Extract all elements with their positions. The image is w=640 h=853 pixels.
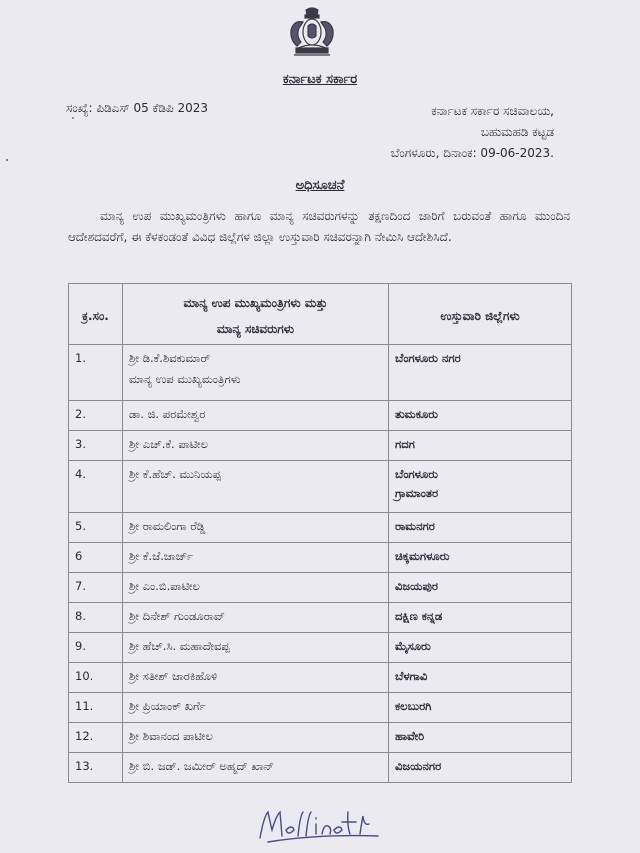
district-name-line-2: ಗ್ರಾಮಾಂತರ xyxy=(395,486,439,500)
notification-paragraph: ಮಾನ್ಯ ಉಪ ಮುಖ್ಯಮಂತ್ರಿಗಳು ಹಾಗೂ ಮಾನ್ಯ ಸಚಿವರುಗಳನ್ನು ತಕ್ಷಣದಿಂದ ಜಾರಿಗೆ ಬರುವಂತೆ ಹಾಗೂ ಮುಂದಿನ ಆದೇಶದವರೆಗೆ, ಈ ಕೆಳಕಂಡಂತೆ ವಿವಿಧ ಜಿಲ್ಲೆಗಳ ಜಿಲ್ಲಾ ಉಸ್ತುವಾರಿ ಸಚಿವರನ್ನಾಗಿ ನೇಮಿಸಿ ಆದೇಶಿಸಿದೆ. xyxy=(68,209,570,244)
row-district xyxy=(389,753,572,783)
row-serial: 7. xyxy=(69,573,123,603)
office-address xyxy=(391,101,554,164)
minister-name: ಶ್ರೀ ಎಚ್.ಕೆ. ಪಾಟೀಲ xyxy=(129,437,209,451)
header-district: ಉಸ್ತುವಾರಿ ಜಿಲ್ಲೆಗಳು xyxy=(389,284,572,345)
allocation-table xyxy=(68,283,572,783)
table-row xyxy=(69,603,572,633)
district-name: ತುಮಕೂರು xyxy=(395,407,438,421)
table-row xyxy=(69,543,572,573)
minister-name: ಶ್ರೀ ಎಂ.ಬಿ.ಪಾಟೀಲ xyxy=(129,579,200,593)
header-serial: ಕ್ರ.ಸಂ. xyxy=(69,284,123,345)
row-district xyxy=(389,723,572,753)
row-minister xyxy=(123,753,389,783)
row-minister xyxy=(123,461,389,513)
header-minister xyxy=(123,284,389,345)
reference-number: ಸಂಖ್ಯೆ: ಪಿಡಿಎಸ್ 05 ಕೆಡಿಪಿ 2023 xyxy=(66,101,209,115)
minister-name: ಶ್ರೀ ದಿನೇಶ್ ಗುಂಡೂರಾವ್ xyxy=(129,609,225,623)
district-name: ಬೆಂಗಳೂರು ನಗರ xyxy=(395,351,461,365)
district-name: ಹಾವೇರಿ xyxy=(395,729,425,743)
district-name: ಬೆಳಗಾವಿ xyxy=(395,669,428,683)
table-row xyxy=(69,573,572,603)
row-district xyxy=(389,573,572,603)
scan-speck xyxy=(6,159,8,161)
minister-name: ಡಾ. ಜಿ. ಪರಮೇಶ್ವರ xyxy=(129,407,206,421)
row-serial: 11. xyxy=(69,693,123,723)
row-serial: 6 xyxy=(69,543,123,573)
minister-name: ಶ್ರೀ ರಾಮಲಿಂಗಾ ರೆಡ್ಡಿ xyxy=(129,519,206,533)
table-header-row xyxy=(69,284,572,345)
district-name: ಬೆಂಗಳೂರು xyxy=(395,467,438,481)
district-name: ಮೈಸೂರು xyxy=(395,639,431,653)
district-name: ವಿಜಯನಗರ xyxy=(395,759,442,773)
table-row xyxy=(69,663,572,693)
row-district xyxy=(389,603,572,633)
table-row xyxy=(69,513,572,543)
row-district xyxy=(389,431,572,461)
row-district xyxy=(389,513,572,543)
table-row xyxy=(69,401,572,431)
row-serial: 9. xyxy=(69,633,123,663)
row-serial: 8. xyxy=(69,603,123,633)
table-row xyxy=(69,693,572,723)
row-minister xyxy=(123,573,389,603)
government-title: ಕರ್ನಾಟಕ ಸರ್ಕಾರ xyxy=(282,72,358,87)
row-district xyxy=(389,345,572,401)
row-district xyxy=(389,461,572,513)
minister-name: ಶ್ರೀ ಕೆ.ಹೆಚ್. ಮುನಿಯಪ್ಪ xyxy=(129,467,221,481)
row-minister xyxy=(123,693,389,723)
header-minister-line-1: ಮಾನ್ಯ ಉಪ ಮುಖ್ಯಮಂತ್ರಿಗಳು ಮತ್ತು xyxy=(183,296,328,310)
row-minister xyxy=(123,431,389,461)
row-minister xyxy=(123,345,389,401)
row-serial: 10. xyxy=(69,663,123,693)
district-name: ಗದಗ xyxy=(395,437,415,451)
table-row xyxy=(69,431,572,461)
minister-name: ಶ್ರೀ ಹೆಚ್.ಸಿ. ಮಹಾದೇವಪ್ಪ xyxy=(129,639,230,653)
office-line-2: ಬಹುಮಹಡಿ ಕಟ್ಟಡ xyxy=(480,125,554,139)
signature xyxy=(248,800,388,850)
row-minister xyxy=(123,401,389,431)
minister-designation: ಮಾನ್ಯ ಉಪ ಮುಖ್ಯಮಂತ್ರಿಗಳು xyxy=(129,372,241,386)
minister-name: ಶ್ರೀ ಬಿ. ಜಡ್. ಜಮೀರ್ ಅಹ್ಮದ್ ಖಾನ್ xyxy=(129,759,274,773)
row-district xyxy=(389,663,572,693)
row-district xyxy=(389,543,572,573)
table-body xyxy=(69,345,572,783)
header-minister-line-2: ಮಾನ್ಯ ಸಚಿವರುಗಳು xyxy=(216,322,295,336)
row-serial: 13. xyxy=(69,753,123,783)
row-minister xyxy=(123,543,389,573)
notification-heading: ಅಧಿಸೂಚನೆ xyxy=(295,178,345,193)
office-line-3: ಬೆಂಗಳೂರು, ದಿನಾಂಕ: 09-06-2023. xyxy=(390,146,554,160)
minister-name: ಶ್ರೀ ಕೆ.ಜೆ.ಜಾರ್ಜ್ xyxy=(129,549,194,563)
row-district xyxy=(389,401,572,431)
district-name: ದಕ್ಷಿಣ ಕನ್ನಡ xyxy=(395,609,443,623)
district-name: ಕಲಬುರಗಿ xyxy=(395,699,432,713)
row-minister xyxy=(123,603,389,633)
office-line-1: ಕರ್ನಾಟಕ ಸರ್ಕಾರ ಸಚಿವಾಲಯ, xyxy=(431,104,554,118)
minister-name: ಶ್ರೀ ಪ್ರಿಯಾಂಕ್ ಖರ್ಗೆ xyxy=(129,699,206,713)
minister-name: ಶ್ರೀ ಡಿ.ಕೆ.ಶಿವಕುಮಾರ್ xyxy=(129,351,211,365)
district-name: ಚಿಕ್ಕಮಗಳೂರು xyxy=(395,549,450,563)
row-minister xyxy=(123,513,389,543)
notification-body xyxy=(68,206,570,248)
row-district xyxy=(389,633,572,663)
row-serial: 4. xyxy=(69,461,123,513)
table-row xyxy=(69,461,572,513)
row-minister xyxy=(123,663,389,693)
table-row xyxy=(69,723,572,753)
row-minister xyxy=(123,723,389,753)
minister-name: ಶ್ರೀ ಶಿವಾನಂದ ಪಾಟೀಲ xyxy=(129,729,213,743)
row-serial: 1. xyxy=(69,345,123,401)
row-serial: 2. xyxy=(69,401,123,431)
table-row xyxy=(69,633,572,663)
state-emblem-icon xyxy=(284,6,340,58)
row-serial: 5. xyxy=(69,513,123,543)
row-serial: 3. xyxy=(69,431,123,461)
scan-speck xyxy=(72,117,74,119)
row-minister xyxy=(123,633,389,663)
minister-name: ಶ್ರೀ ಸತೀಶ್ ಜಾರಕಿಹೊಳಿ xyxy=(129,669,218,683)
district-name: ರಾಮನಗರ xyxy=(395,519,435,533)
table-row xyxy=(69,345,572,401)
row-district xyxy=(389,693,572,723)
table-row xyxy=(69,753,572,783)
row-serial: 12. xyxy=(69,723,123,753)
district-name: ವಿಜಯಪುರ xyxy=(395,579,438,593)
